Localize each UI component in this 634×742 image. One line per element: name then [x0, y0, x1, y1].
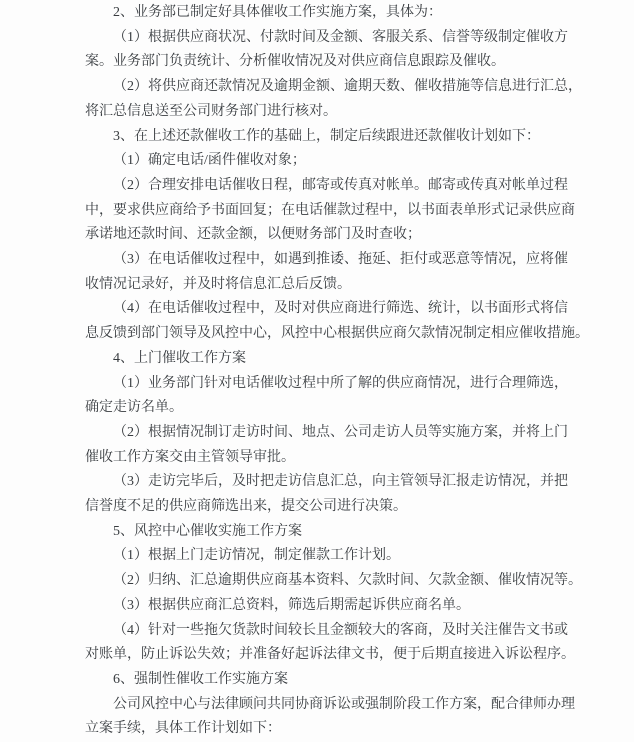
document-text-line: （1）确定电话/函件催收对象； — [113, 153, 306, 169]
document-text-line: 承诺地还款时间、还款金额，以便财务部门及时查收； — [85, 227, 421, 243]
document-text-line: （2）归纳、汇总逾期供应商基本资料、欠款时间、欠款金额、催收情况等。 — [113, 573, 582, 589]
document-text-line: 对账单，防止诉讼失效；并准备好起诉法律文书，便于后期直接进入诉讼程序。 — [85, 647, 575, 663]
document-text-line: （1）根据上门走访情况，制定催款工作计划。 — [113, 548, 400, 564]
document-text-line: （3）根据供应商汇总资料，筛选后期需起诉供应商名单。 — [113, 597, 470, 613]
document-text-line: 收情况记录好，并及时将信息汇总后反馈。 — [85, 276, 351, 292]
document-text-line: （2）根据情况制订走访时间、地点、公司走访人员等实施方案，并将上门 — [113, 424, 568, 440]
document-text-line: 确定走访名单。 — [85, 400, 183, 416]
document-text-line: 信誉度不足的供应商筛选出来，提交公司进行决策。 — [85, 499, 407, 515]
document-text-line: （4）针对一些拖欠货款时间较长且金额较大的客商，及时关注催告文书或 — [113, 622, 568, 638]
document-text-line: （1）业务部门针对电话催收过程中所了解的供应商情况，进行合理筛选， — [113, 375, 568, 391]
document-text-line: 4、上门催收工作方案 — [113, 350, 246, 366]
document-text-line: （3）走访完毕后，及时把走访信息汇总，向主管领导汇报走访情况，并把 — [113, 474, 568, 490]
document-text-line: 5、风控中心催收实施工作方案 — [113, 523, 302, 539]
document-text-line: 将汇总信息送至公司财务部门进行核对。 — [85, 103, 337, 119]
document-text-line: 3、在上述还款催收工作的基础上，制定后续跟进还款催收计划如下： — [113, 128, 540, 144]
document-text-line: （2）将供应商还款情况及逾期金额、逾期天数、催收措施等信息进行汇总， — [113, 79, 582, 95]
document-text-line: （1）根据供应商状况、付款时间及金额、客服关系、信誉等级制定催收方 — [113, 29, 568, 45]
document-text-line: （4）在电话催收过程中，及时对供应商进行筛选、统计，以书面形式将信 — [113, 301, 568, 317]
document-text-line: 案。业务部门负责统计、分析催收情况及对供应商信息跟踪及催收。 — [85, 54, 505, 70]
document-text-line: 2、业务部已制定好具体催收工作实施方案，具体为： — [113, 5, 442, 20]
document-text-block — [85, 1, 594, 742]
document-text-line: （2）合理安排电话催收日程，邮寄或传真对帐单。邮寄或传真对帐单过程 — [113, 177, 568, 193]
document-text-line: 息反馈到部门领导及风控中心，风控中心根据供应商欠款情况制定相应催收措施。 — [85, 326, 589, 342]
document-text-line: 中，要求供应商给予书面回复；在电话催款过程中，以书面表单形式记录供应商 — [85, 202, 575, 218]
document-text-line: 公司风控中心与法律顾问共同协商诉讼或强制阶段工作方案，配合律师办理 — [113, 696, 575, 712]
document-text-line: 6、强制性催收工作实施方案 — [113, 671, 288, 687]
document-text-line: 催收工作方案交由主管领导审批。 — [85, 449, 295, 465]
document-text-line: （3）在电话催收过程中，如遇到推诿、拖延、拒付或恶意等情况，应将催 — [113, 252, 568, 268]
document-text-line: 立案手续，具体工作计划如下： — [85, 721, 281, 737]
